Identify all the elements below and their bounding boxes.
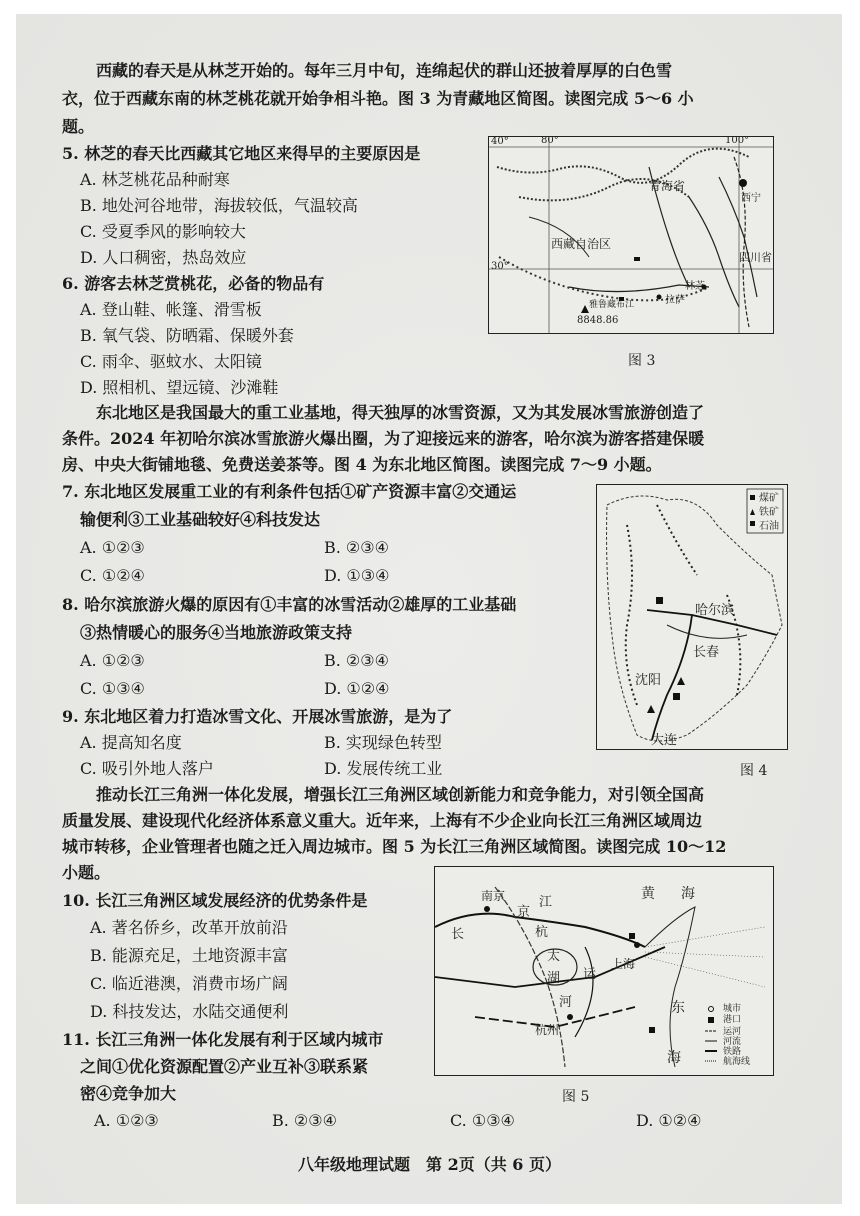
legend-port: 港口 [723,1015,742,1025]
xizang-label: 西藏自治区 [551,237,612,251]
legend-route: 航海线 [723,1057,751,1067]
lat40-label: 40° [491,136,509,147]
yellow-sea-char1: 黄 [641,886,655,902]
q11-stem-line2: 之间①优化资源配置②产业互补③联系紧 [80,1057,369,1076]
q10-option-c[interactable]: C. 临近港澳，消费市场广阔 [90,974,288,993]
dalian-label: 大连 [651,733,678,748]
chang-label: 长 [451,927,465,942]
legend-canal: 运河 [723,1027,742,1037]
harbin-label: 哈尔滨 [695,603,735,618]
legend-river: 河流 [723,1037,742,1047]
legend-rail: 铁路 [723,1047,742,1057]
q8-option-d[interactable]: D. ①②④ [324,679,390,698]
q8-option-b[interactable]: B. ②③④ [324,651,389,670]
q11-option-a[interactable]: A. ①②③ [94,1111,159,1130]
q7-option-d[interactable]: D. ①③④ [324,566,390,585]
q9-option-d[interactable]: D. 发展传统工业 [324,759,443,778]
q11-option-d[interactable]: D. ①②④ [636,1111,702,1130]
intro3-line2: 质量发展、建设现代化经济体系意义重大。近年来，上海有不少企业向长江三角洲区域周边 [62,811,703,830]
yun-label: 运 [583,967,597,982]
intro2-line2: 条件。2024 年初哈尔滨冰雪旅游火爆出圈，为了迎接远来的游客，哈尔滨为游客搭建保暖 [62,429,705,448]
lon100-label: 100° [725,136,750,146]
q11-stem-line3: 密④竞争加大 [80,1084,177,1103]
q6-option-d[interactable]: D. 照相机、望远镜、沙滩鞋 [80,378,279,397]
intro3-line4: 小题。 [62,863,111,882]
hu-label: 湖 [547,971,561,986]
q10-option-b[interactable]: B. 能源充足，土地资源丰富 [90,946,288,965]
q6-option-a[interactable]: A. 登山鞋、帐篷、滑雪板 [80,300,262,319]
q8-stem-line2: ③热情暖心的服务④当地旅游政策支持 [80,623,353,642]
figure5-caption: 图 5 [562,1089,590,1105]
intro2-line1: 东北地区是我国最大的重工业基地，得天独厚的冰雪资源，又为其发展冰雪旅游创造了 [96,403,705,422]
legend-oil: 石油 [759,521,779,532]
qinghai-label: 青海省 [649,179,686,193]
east-sea-char2: 海 [667,1050,681,1066]
q5-option-b[interactable]: B. 地处河谷地带，海拔较低，气温较高 [80,196,358,215]
hangzhou-label: 杭州 [535,1023,560,1037]
q7-stem-line2: 输便利③工业基础较好④科技发达 [80,510,321,529]
q10-option-a[interactable]: A. 著名侨乡，改革开放前沿 [90,918,288,937]
figure4-northeast-map [596,484,788,750]
q7-option-a[interactable]: A. ①②③ [80,538,145,557]
nanjing-label: 南京 [481,889,506,903]
lon80-label: 80° [541,136,559,146]
q9-option-c[interactable]: C. 吸引外地人落户 [80,759,214,778]
q8-option-a[interactable]: A. ①②③ [80,651,145,670]
hang-label: 杭 [535,925,549,940]
page-footer: 八年级地理试题 第 2页（共 6 页） [298,1155,561,1174]
legend-city: 城市 [723,1004,742,1014]
q6-option-b[interactable]: B. 氧气袋、防晒霜、保暖外套 [80,326,294,345]
intro1-line1: 西藏的春天是从林芝开始的。每年三月中旬，连绵起伏的群山还披着厚厚的白色雪 [96,61,673,80]
q10-option-d[interactable]: D. 科技发达，水陆交通便利 [90,1002,289,1021]
q8-option-c[interactable]: C. ①③④ [80,679,145,698]
q7-stem-line1: 7. 东北地区发展重工业的有利条件包括①矿产资源丰富②交通运 [62,482,517,501]
shanghai-label: 上海 [611,957,636,971]
changchun-label: 长春 [693,645,720,660]
q9-option-a[interactable]: A. 提高知名度 [80,733,182,752]
q6-option-c[interactable]: C. 雨伞、驱蚊水、太阳镜 [80,352,262,371]
q11-stem-line1: 11. 长江三角洲一体化发展有利于区域内城市 [62,1030,384,1049]
figure3-caption: 图 3 [628,353,656,369]
lhasa-label: 拉萨 [665,295,685,306]
intro3-line1: 推动长江三角洲一体化发展，增强长江三角洲区域创新能力和竞争能力，对引领全国高 [96,785,705,804]
intro3-line3: 城市转移，企业管理者也随之迁入周边城市。图 5 为长江三角洲区域简图。读图完成 10～12 [62,837,727,856]
q5-stem: 5. 林芝的春天比西藏其它地区来得早的主要原因是 [62,144,421,163]
intro1-line3: 题。 [62,117,95,136]
q9-option-b[interactable]: B. 实现绿色转型 [324,733,442,752]
q11-option-b[interactable]: B. ②③④ [272,1111,337,1130]
east-sea-char1: 东 [671,1000,685,1016]
figure4-caption: 图 4 [740,763,768,779]
sichuan-label: 四川省 [739,251,772,264]
q8-stem-line1: 8. 哈尔滨旅游火爆的原因有①丰富的冰雪活动②雄厚的工业基础 [62,595,517,614]
legend-coal: 煤矿 [759,493,779,504]
linzhi-label: 林芝 [685,281,705,292]
q7-option-c[interactable]: C. ①②④ [80,566,145,585]
yellow-sea-char2: 海 [681,886,695,902]
peak-label: 8848.86 [577,315,619,326]
jing-label: 京 [517,905,531,920]
lat30-label: 30° [491,261,509,272]
river-label: 雅鲁藏布江 [589,300,635,310]
intro2-line3: 房、中央大街铺地毯、免费送姜茶等。图 4 为东北地区简图。读图完成 7～9 小题。 [62,455,662,474]
q5-option-c[interactable]: C. 受夏季风的影响较大 [80,222,246,241]
q9-stem: 9. 东北地区着力打造冰雪文化、开展冰雪旅游，是为了 [62,707,453,726]
q11-option-c[interactable]: C. ①③④ [450,1111,515,1130]
q10-stem: 10. 长江三角洲区域发展经济的优势条件是 [62,891,368,910]
q7-option-b[interactable]: B. ②③④ [324,538,389,557]
shenyang-label: 沈阳 [635,673,662,688]
jiang-label: 江 [539,895,553,910]
tai-label: 太 [547,949,561,964]
q5-option-d[interactable]: D. 人口稠密，热岛效应 [80,248,247,267]
legend-iron: 铁矿 [759,507,779,518]
he-label: 河 [559,995,573,1010]
xining-label: 西宁 [741,193,761,204]
q5-option-a[interactable]: A. 林芝桃花品种耐寒 [80,170,230,189]
figure5-yangtze-delta-map [434,866,774,1076]
intro1-line2: 衣，位于西藏东南的林芝桃花就开始争相斗艳。图 3 为青藏地区简图。读图完成 5～6 小 [62,89,694,108]
figure3-tibet-map [488,136,774,334]
q6-stem: 6. 游客去林芝赏桃花，必备的物品有 [62,274,325,293]
